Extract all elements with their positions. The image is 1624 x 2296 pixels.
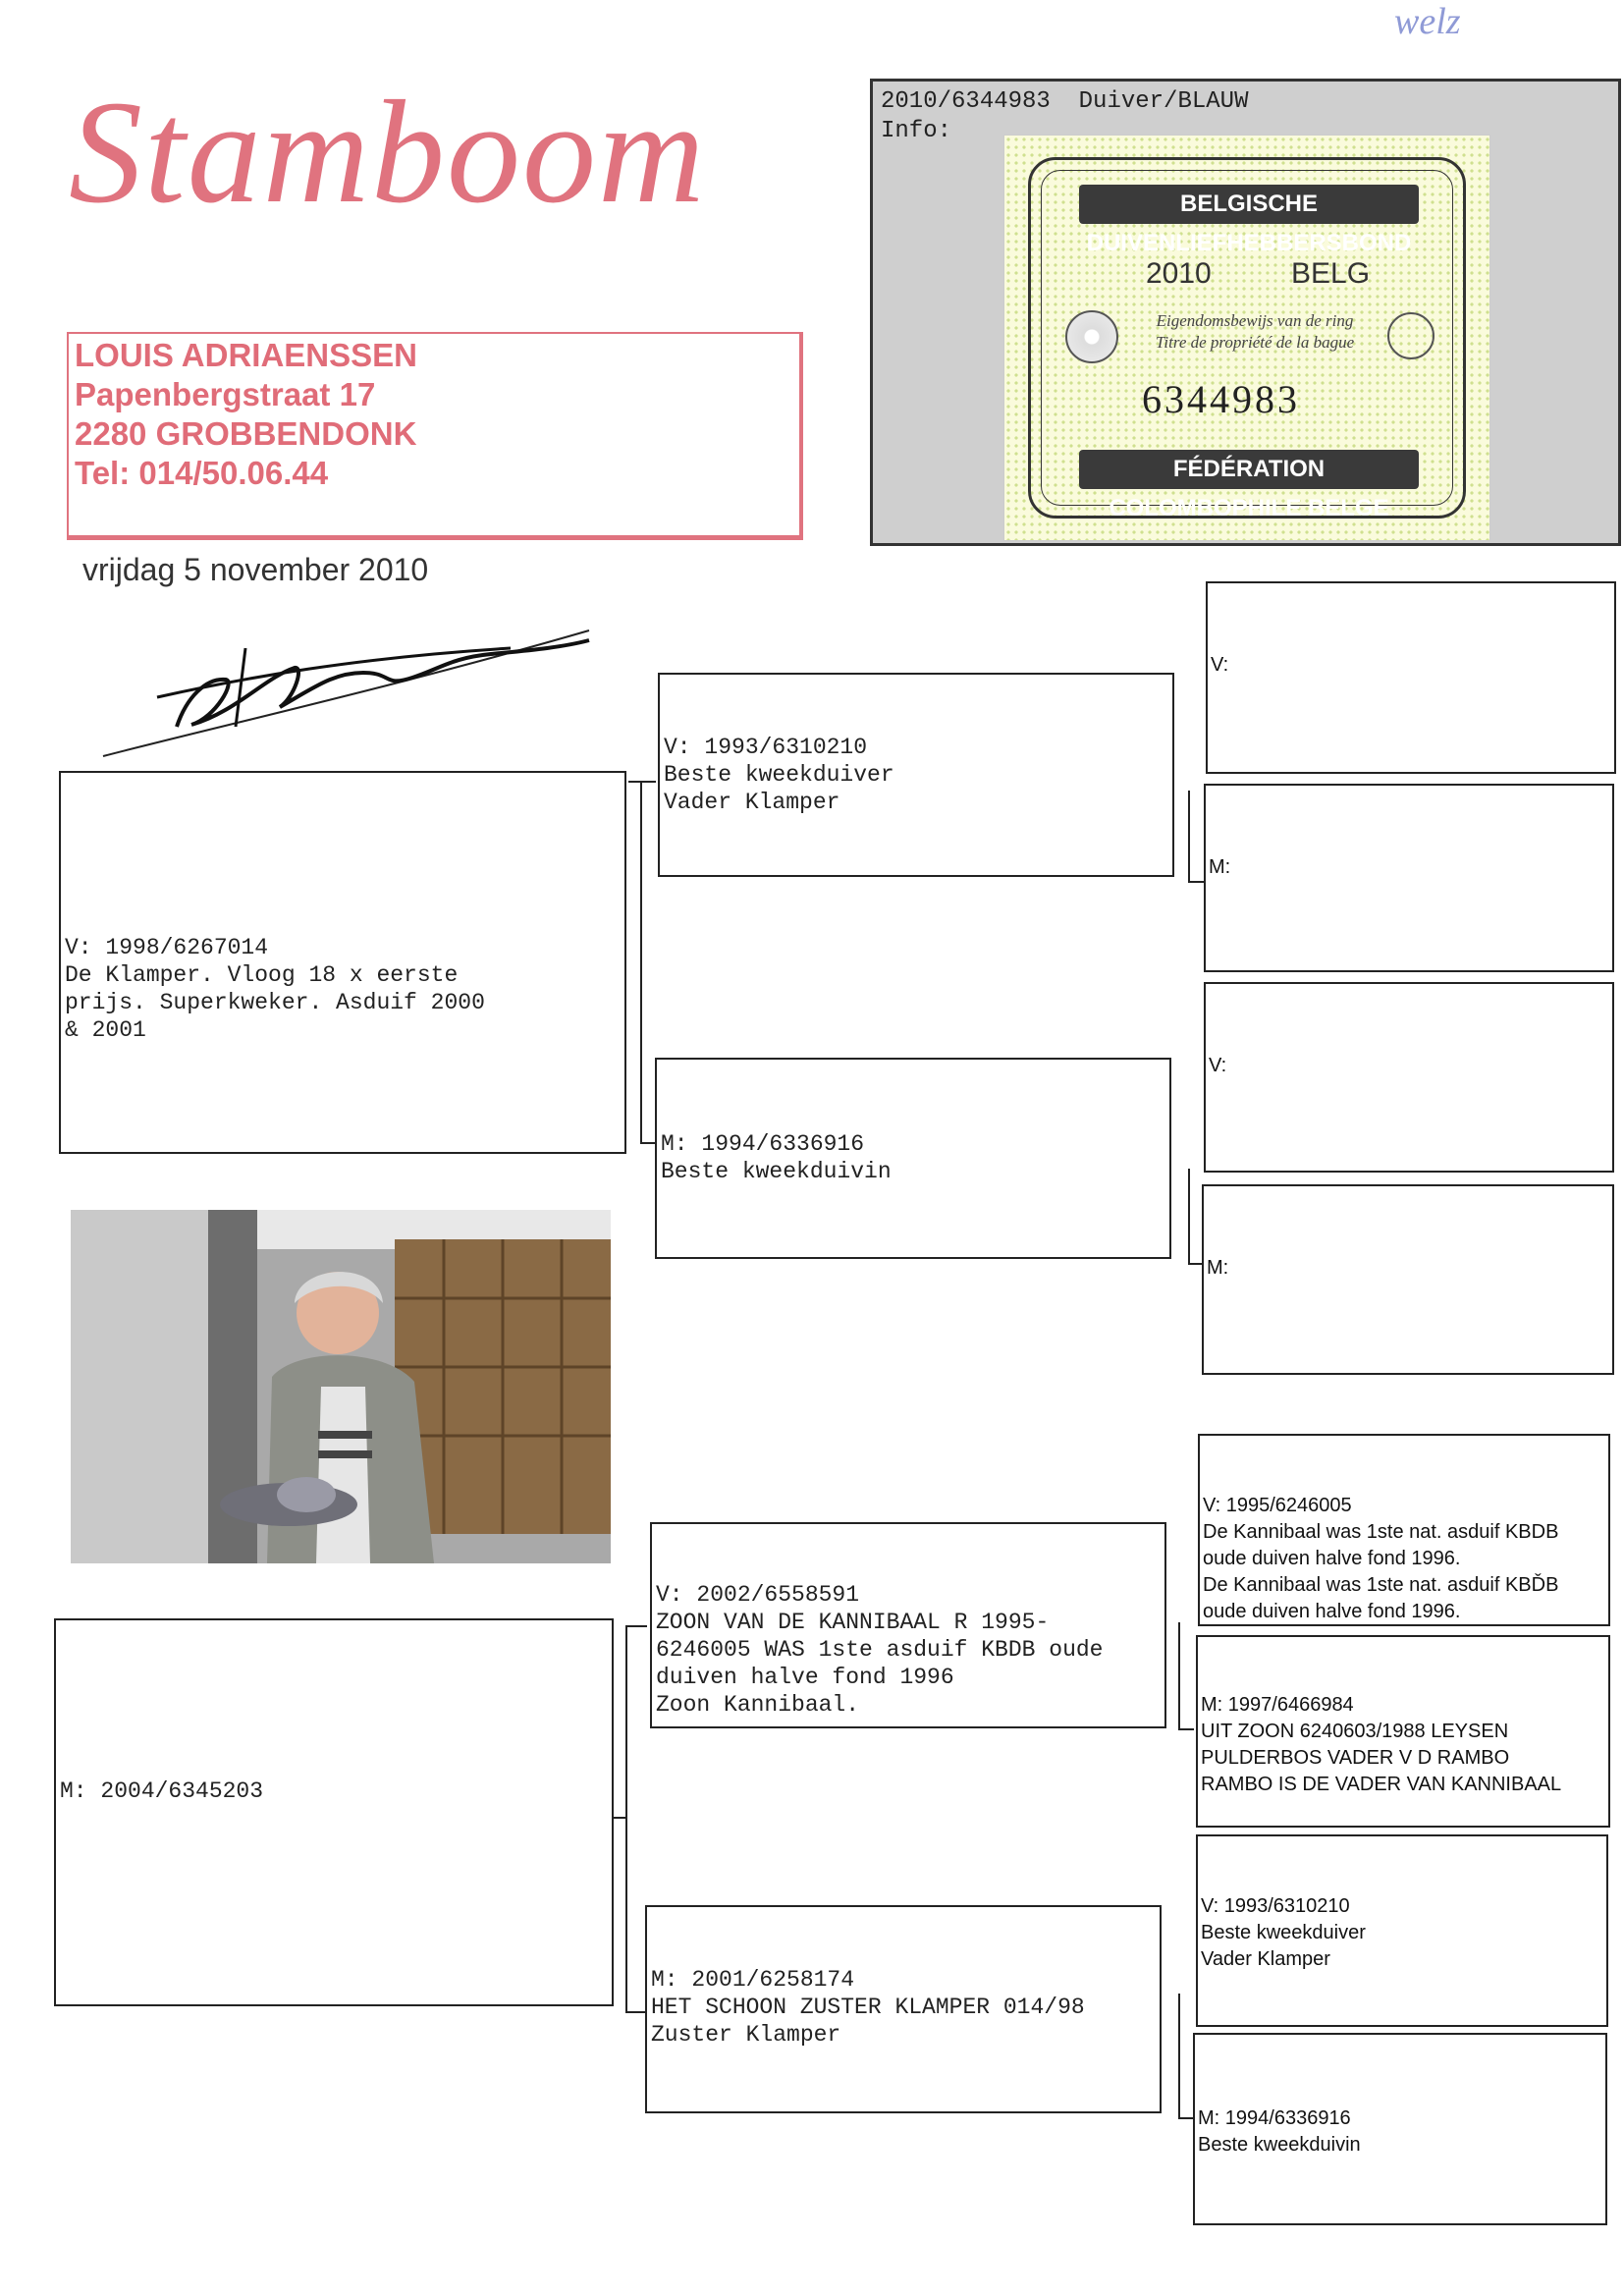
mfm-note: UIT ZOON 6240603/1988 LEYSEN: [1201, 1721, 1509, 1742]
page-title: Stamboom: [69, 71, 707, 234]
mmf-note: Vader Klamper: [1201, 1948, 1330, 1970]
card-bottom-banner: FÉDÉRATION COLOMBOPHILE BELGE: [1079, 450, 1419, 489]
owner-name: LOUIS ADRIAENSSEN: [75, 337, 417, 373]
bracket-line: [627, 1625, 647, 1627]
breeder-photo: [71, 1210, 611, 1563]
card-subtitle-nl: Eigendomsbewijs van de ring: [1156, 311, 1354, 330]
mm-ring: M: 2001/6258174: [651, 1967, 855, 1993]
pedigree-ffm-box: [1204, 784, 1614, 972]
pigeon-info-label: Info:: [881, 118, 952, 144]
bracket-line: [1178, 1728, 1194, 1730]
owner-city: 2280 GROBBENDONK: [75, 415, 417, 452]
pedigree-mm-box: [645, 1905, 1162, 2113]
signature: [98, 619, 599, 766]
pigeon-ring-number: 2010/6344983: [881, 88, 1051, 115]
ff-note: Beste kweekduiver: [664, 762, 894, 788]
mff-note: De Kannibaal was 1ste nat. asduif KBĎB: [1203, 1574, 1559, 1596]
father-note: prijs. Superkweker. Asduif 2000: [65, 990, 485, 1015]
bracket-line: [642, 781, 656, 783]
pedigree-mfm-box: [1196, 1635, 1610, 1828]
mmm-note: Beste kweekduivin: [1198, 2134, 1361, 2156]
mf-ring: V: 2002/6558591: [656, 1582, 860, 1608]
mf-note: 6246005 WAS 1ste asduif KBDB oude: [656, 1637, 1104, 1663]
mff-note: oude duiven halve fond 1996.: [1203, 1601, 1461, 1622]
fm-note: Beste kweekduivin: [661, 1159, 892, 1184]
mother-ring: M: 2004/6345203: [60, 1778, 264, 1804]
mff-note: oude duiven halve fond 1996.: [1203, 1548, 1461, 1569]
mf-note: ZOON VAN DE KANNIBAAL R 1995-: [656, 1610, 1050, 1635]
handwritten-note: welz: [1394, 1, 1461, 42]
card-year: 2010: [1146, 257, 1212, 290]
pedigree-mff-box: [1198, 1434, 1610, 1626]
fmm-ring: M:: [1207, 1257, 1229, 1279]
ffm-ring: M:: [1209, 856, 1231, 878]
mm-note: HET SCHOON ZUSTER KLAMPER 014/98: [651, 1995, 1085, 2020]
pigeon-type: Duiver/BLAUW: [1078, 88, 1249, 115]
bracket-line: [640, 781, 642, 1144]
mff-ring: V: 1995/6246005: [1203, 1495, 1352, 1516]
bracket-line: [1178, 1622, 1180, 1730]
pedigree-fmf-box: [1204, 982, 1614, 1173]
fff-ring: V:: [1211, 654, 1229, 676]
ff-ring: V: 1993/6310210: [664, 735, 868, 760]
card-subtitle-fr: Titre de propriété de la bague: [1155, 333, 1355, 352]
card-top-banner: BELGISCHE DUIVENLIEFHEBBERSBOND: [1079, 185, 1419, 224]
mm-note: Zuster Klamper: [651, 2022, 841, 2048]
mf-note: duiven halve fond 1996: [656, 1665, 954, 1690]
bracket-line: [628, 781, 640, 783]
pedigree-fff-box: [1206, 581, 1616, 774]
mfm-note: RAMBO IS DE VADER VAN KANNIBAAL: [1201, 1774, 1562, 1795]
fmf-ring: V:: [1209, 1055, 1227, 1076]
card-ring-number: 6344983: [1142, 377, 1300, 421]
fm-ring: M: 1994/6336916: [661, 1131, 865, 1157]
crown-emblem-icon: [1387, 312, 1435, 359]
father-note: & 2001: [65, 1017, 146, 1043]
card-hole-icon: [1065, 310, 1118, 363]
owner-address-box: [67, 332, 803, 540]
bracket-line: [614, 1817, 625, 1819]
mmm-ring: M: 1994/6336916: [1198, 2107, 1351, 2129]
pedigree-mmm-box: [1193, 2033, 1607, 2225]
ring-certificate-card: [1003, 135, 1490, 541]
bracket-line: [627, 2011, 647, 2013]
card-subtitle: [1132, 310, 1378, 354]
pedigree-mf-box: [650, 1522, 1166, 1728]
ff-note: Vader Klamper: [664, 790, 840, 815]
owner-phone: Tel: 014/50.06.44: [75, 455, 329, 491]
owner-street: Papenbergstraat 17: [75, 376, 376, 412]
mfm-note: PULDERBOS VADER V D RAMBO: [1201, 1747, 1510, 1769]
bracket-line: [1188, 881, 1204, 883]
bracket-line: [1188, 1169, 1190, 1265]
mmf-note: Beste kweekduiver: [1201, 1922, 1366, 1943]
mfm-ring: M: 1997/6466984: [1201, 1694, 1354, 1716]
mff-note: De Kannibaal was 1ste nat. asduif KBDB: [1203, 1521, 1559, 1543]
mf-note: Zoon Kannibaal.: [656, 1692, 860, 1718]
pedigree-fmm-box: [1202, 1184, 1614, 1375]
bracket-line: [1188, 791, 1190, 883]
card-country: BELG: [1291, 257, 1371, 290]
bracket-line: [1178, 2117, 1194, 2119]
pedigree-mmf-box: [1196, 1834, 1608, 2027]
bracket-line: [1178, 1994, 1180, 2119]
pedigree-mother-box: [54, 1618, 614, 2006]
pedigree-ff-box: [658, 673, 1174, 877]
bracket-line: [642, 1142, 656, 1144]
pedigree-date: vrijdag 5 november 2010: [82, 552, 429, 587]
mmf-ring: V: 1993/6310210: [1201, 1895, 1350, 1917]
pedigree-father-box: [59, 771, 626, 1154]
father-note: De Klamper. Vloog 18 x eerste: [65, 962, 459, 988]
father-ring: V: 1998/6267014: [65, 935, 269, 960]
pedigree-fm-box: [655, 1058, 1171, 1259]
bracket-line: [625, 1625, 627, 2013]
